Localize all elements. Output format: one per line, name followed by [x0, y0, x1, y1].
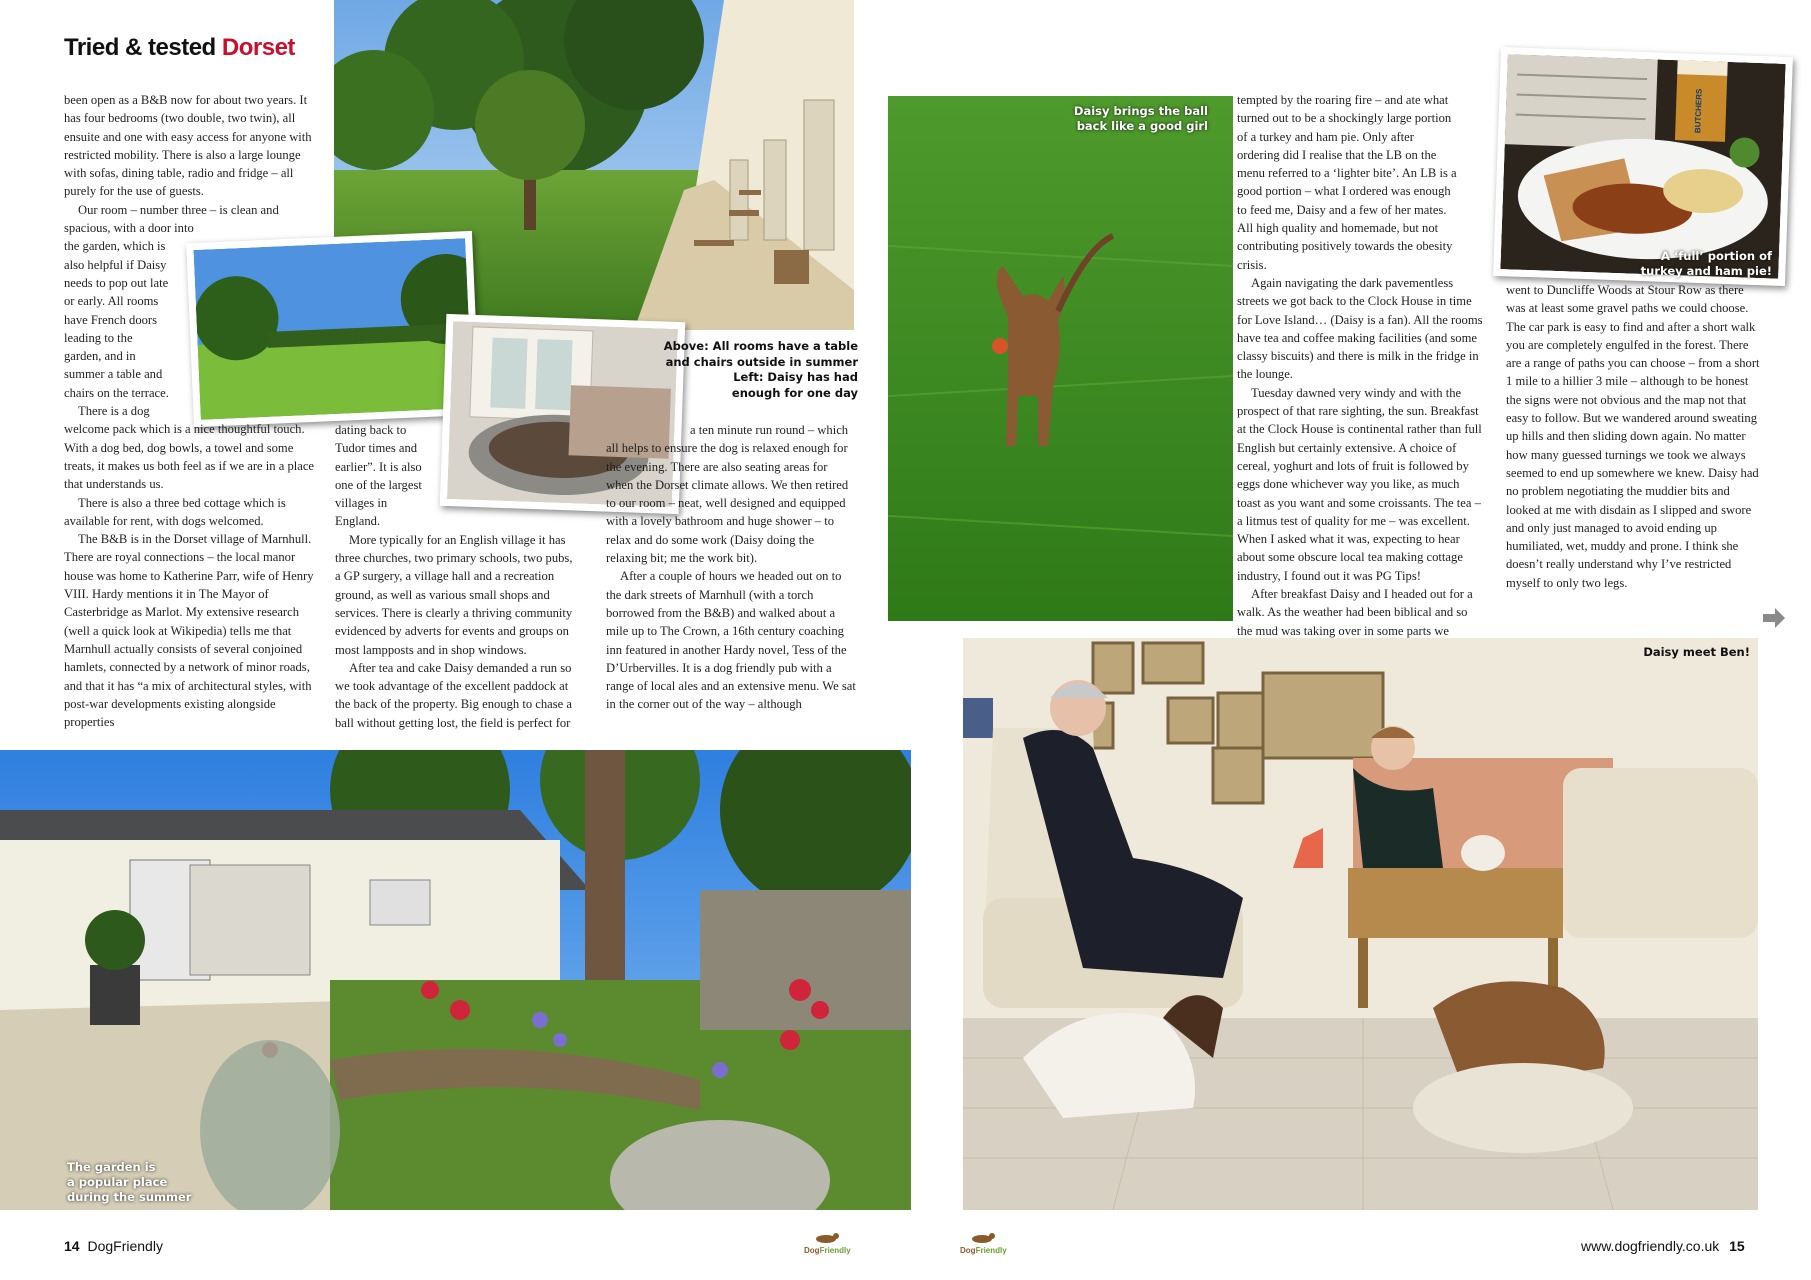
dog-ball-caption [1060, 104, 1208, 134]
article-column-3 [606, 421, 856, 714]
garden-caption [67, 1160, 217, 1205]
paragraph: been open as a B&B now for about two years. It has four bedrooms (two double, two twin), all ensuite and one with easy access for anyone with restricted mobility. There is also a large lounge with sofas, dining table, radio and fridge – all purely for the use of guests. [64, 93, 312, 199]
paragraph: Our room – number three – is clean and spacious, with a door into [64, 202, 279, 236]
paragraph: dating back to Tudor times and earlier”. It is also one of the largest villages in England. [335, 423, 422, 529]
caption-line: a popular place [67, 1175, 168, 1189]
caption-line: The garden is [67, 1160, 156, 1174]
article-column-1 [64, 91, 319, 731]
paragraph: a ten minute run round – which all helps to ensure the dog is relaxed enough for the evening. There are also seating areas for when the Dorset climate allows. We then retired to our room – neat, well designed and equipped with a lovely bathroom and huge shower – to relax and do some work (Daisy doing the relaxing bit; me the work bit). [606, 423, 849, 566]
page-number-right: 15 [1729, 1238, 1745, 1254]
pie-caption [1618, 249, 1772, 279]
page-title [64, 34, 295, 62]
brand-logo-right [960, 1232, 1007, 1255]
dog-logo-icon [967, 1232, 997, 1244]
paragraph: the garden, which is also helpful if Daisy needs to pop out late or early. All rooms have French doors leading to the garden, and in summer a table and chairs on the terrace. [64, 239, 169, 400]
article-column-5 [1506, 281, 1761, 592]
caption-line: Daisy brings the ball [1073, 104, 1208, 118]
logo-text-dog: Dog [960, 1246, 976, 1255]
caption-line: and chairs outside in summer [665, 354, 858, 369]
caption-line: Left: Daisy has had [733, 370, 858, 384]
article-column-2 [335, 421, 580, 732]
paragraph: After a couple of hours we headed out on to the dark streets of Marnhull (with a torch borrowed from the B&B) and walked about a mile up to The Crown, a 16th century coaching inn featured in another Hardy novel, Tess of the D’Urbervilles. It is a dog friendly pub with a range of local ales and an extensive menu. We sat in the corner out of the way – although [606, 569, 856, 712]
brand-logo-left [804, 1232, 851, 1255]
paragraph: welcome pack which is a nice thoughtful touch. With a dog bed, dog bowls, a towel and some treats, it makes us both feel as if we are in a place that understands us. [64, 422, 315, 492]
logo-text-friendly: Friendly [819, 1246, 851, 1255]
dog-ball-photo [888, 96, 1233, 621]
paragraph: After breakfast Daisy and I headed out for a walk. As the weather had been biblical and so the mud was taking over in some parts we [1237, 587, 1473, 638]
paragraph: The B&B is in the Dorset village of Marnhull. There are royal connections – the local manor house was home to Katherine Parr, wife of Henry VIII. Hardy mentions it in The Mayor of Casterbridge as Marlot. My extensive research (well a quick look at Wikipedia) tells me that Marnhull actually consists of several conjoined hamlets, connected by a network of minor roads, and that it has “a mix of architectural styles, with post-war developments existing alongside properties [64, 532, 314, 730]
lounge-caption [1630, 645, 1750, 660]
caption-line: back like a good girl [1076, 119, 1208, 133]
pint-glass-label: BUTCHERS [1693, 88, 1704, 134]
arrow-right-icon [1763, 608, 1785, 628]
page-number-left: 14 [64, 1238, 80, 1254]
article-column-4 [1237, 91, 1485, 640]
dog-logo-icon [811, 1232, 841, 1244]
pie-illustration [1500, 54, 1785, 279]
caption-line: A ‘full’ portion of [1661, 249, 1772, 263]
paragraph: There is also a three bed cottage which is available for rent, with dogs welcomed. [64, 495, 286, 528]
caption-line: during the summer [67, 1190, 192, 1204]
paragraph: More typically for an English village it has three churches, two primary schools, two pubs, a GP surgery, a village hall and a recreation ground, as well as various small shops and services. There is clearly a thriving community evidenced by adverts for events and groups on most lampposts and in shop windows. [335, 532, 573, 657]
footer-left [64, 1238, 163, 1254]
caption-line: turkey and ham pie! [1640, 264, 1772, 278]
paragraph: After tea and cake Daisy demanded a run so we took advantage of the excellent paddock at the back of the property. Big enough to chase a ball without getting lost, the field is perfect for [335, 660, 572, 730]
site-url: www.dogfriendly.co.uk [1581, 1238, 1720, 1254]
garden-illustration [0, 750, 911, 1210]
paragraph: Again navigating the dark pavementless streets we got back to the Clock House in time for Love Island… (Daisy is a fan). All the rooms have tea and coffee making facilities (and some classy biscuits) and there is milk in the fridge in the lounge. [1237, 275, 1483, 382]
footer-right [1581, 1238, 1745, 1254]
continue-arrow [1763, 608, 1785, 633]
caption-line: enough for one day [731, 385, 858, 400]
paragraph: tempted by the roaring fire – and ate what turned out to be a shockingly large portion of a turkey and ham pie. Only after ordering did I realise that the LB on the menu referred to a ‘lighter bite’. An LB is a good portion – what I ordered was enough to feed me, Daisy and a few of her mates. All high quality and homemade, but not contributing positively towards the obesity crisis. [1237, 93, 1457, 272]
paragraph: There is a dog [78, 404, 150, 419]
garden-photo [0, 750, 911, 1210]
caption-line: Daisy meet Ben! [1643, 645, 1750, 659]
brand-left: DogFriendly [87, 1238, 163, 1254]
title-prefix: Tried & tested [64, 34, 216, 61]
dog-ball-illustration [888, 96, 1233, 621]
paragraph: went to Duncliffe Woods at Stour Row as there was at least some gravel paths we could choose. The car park is easy to find and after a short walk you are completely engulfed in the forest. There are a range of paths you can choose – from a short 1 mile to a hillier 3 mile – although to be honest the signs were not obvious and the map not that easy to follow. But we wandered around sweating up hills and then sliding down again. No matter how many guessed turnings we took we always seemed to end up somewhere we knew. Daisy had no problem negotiating the muddier bits and looked at me with disdain as I slipped and swore and only just managed to avoid ending up humiliated, wet, muddy and prone. I think she doesn’t really understand why I’ve restricted myself to only two legs. [1506, 283, 1760, 590]
terrace-caption [640, 339, 858, 401]
logo-text-friendly: Friendly [975, 1246, 1007, 1255]
lounge-illustration [963, 638, 1758, 1210]
lounge-photo [963, 638, 1758, 1210]
paragraph: Tuesday dawned very windy and with the prospect of that rare sighting, the sun. Breakfast at the Clock House is continental rather than full English but certainly extensive. A choice of cereal, yoghurt and lots of fruit is followed by eggs done whichever way you like, as much toast as you want and some croissants. The tea – a litmus test of quality for me – was excellent. When I asked what it was, expecting to hear about some obscure local tea making cottage industry, I found out it was PG Tips! [1237, 385, 1482, 583]
title-highlight: Dorset [221, 34, 295, 61]
caption-line: Above: All rooms have a table [663, 339, 858, 353]
logo-text-dog: Dog [804, 1246, 820, 1255]
